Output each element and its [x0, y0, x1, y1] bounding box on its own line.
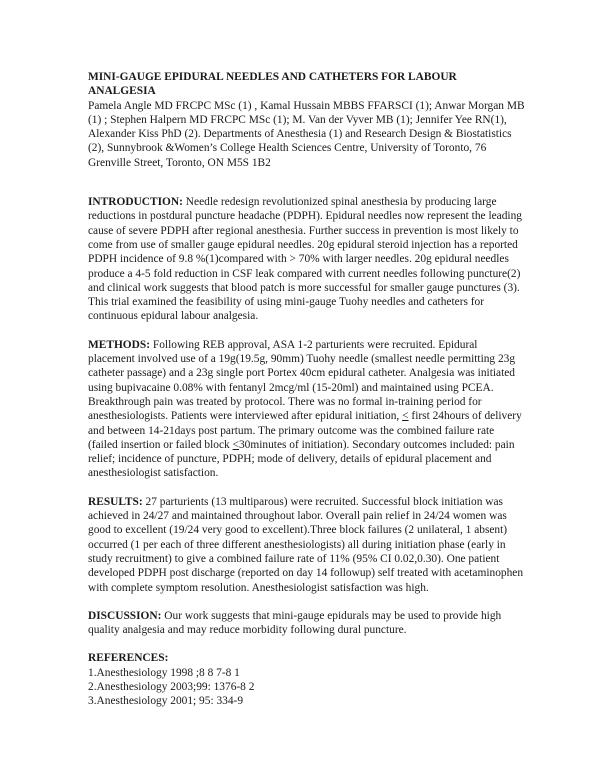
introduction-section	[88, 195, 526, 324]
introduction-text: Needle redesign revolutionized spinal anesthesia by producing large reductions in postdural puncture headache (PDPH). Epidural needles now represent the leading cause of severe PDPH after regional anesthesia. Further success in prevention is most likely to come from use of smaller gauge epidural needles. 20g epidural steroid injection has a reported PDPH incidence of 9.8 %(1)compared with > 70% with larger needles. 20g epidural needles produce a 4-5 fold reduction in CSF leak compared with current needles following puncture(2) and clinical work suggests that blood patch is more successful for smaller gauge punctures (3). This trial examined the feasibility of using mini-gauge Tuohy needles and catheters for continuous epidural labour analgesia.	[88, 196, 522, 323]
references-heading: REFERENCES:	[88, 652, 169, 665]
reference-item: 1.Anesthesiology 1998 ;8 8 7-8 1	[88, 666, 240, 679]
methods-text-c: 30minutes of initiation). Secondary outcomes included: pain relief; incidence of puncture, PDPH; mode of delivery, details of epidural placement and anesthesiologist satisfaction.	[88, 438, 515, 480]
author-list: Pamela Angle MD FRCPC MSc (1) , Kamal Hussain MBBS FFARSCI (1); Anwar Morgan MB (1) ; Stephen Halpern MD FRCPC MSc (1); M. Van der Vyver MB (1); Jennifer Yee RN(1), Alexander Kiss PhD (2). Departments of Anesthesia (1) and Research Design & Biostatistics (2), Sunnybrook &Women’s College Health Sciences Centre, University of Toronto, 76 Grenville Street, Toronto, ON M5S 1B2	[88, 99, 525, 169]
methods-text-a: Following REB approval, ASA 1-2 parturients were recruited. Epidural placement involved use of a 19g(19.5g, 90mm) Tuohy needle (smallest needle permitting 23g catheter passage) and a 23g single port Portex 40cm epidural catheter. Analgesia was initiated using bupivacaine 0.08% with fentanyl 2mcg/ml (15-20ml) and maintained using PCEA. Breakthrough pain was treated by protocol. There was no formal in-training period for anesthesiologists. Patients were interviewed after epidural initiation,	[88, 338, 516, 423]
discussion-section	[88, 609, 526, 638]
less-equal-symbol: <	[402, 410, 409, 423]
methods-section	[88, 338, 526, 481]
less-equal-symbol: <	[232, 438, 239, 451]
introduction-heading: INTRODUCTION:	[88, 196, 183, 209]
results-section	[88, 495, 526, 595]
discussion-heading: DISCUSSION:	[88, 609, 162, 622]
methods-heading: METHODS:	[88, 338, 151, 351]
results-text: 27 parturients (13 multiparous) were recruited. Successful block initiation was achieved in 24/27 and maintained throughout labor. Overall pain relief in 24/24 women was good to excellent (19/24 very good to excellent).Three block failures (2 unilateral, 1 absent) occurred (1 per each of three different anesthesiologists) all during initiation phase (early in study recruitment) to give a combined failure rate of 11% (95% CI 0.02,0.30). One patient developed PDPH post discharge (reported on day 14 followup) self treated with acetaminophen with complete symptom resolution. Anesthesiologist satisfaction was high.	[88, 495, 524, 594]
paper-title: MINI-GAUGE EPIDURAL NEEDLES AND CATHETERS FOR LABOUR ANALGESIA	[88, 71, 457, 98]
reference-item: 3.Anesthesiology 2001; 95: 334-9	[88, 695, 244, 708]
abstract-page	[88, 70, 526, 709]
methods-text-b: first 24hours of delivery and between 14-21days post partum. The primary outcome was the combined failure rate (failed insertion or failed block	[88, 410, 522, 451]
discussion-text: Our work suggests that mini-gauge epidurals may be used to provide high quality analgesia and may reduce morbidity following dural puncture.	[88, 609, 502, 637]
results-heading: RESULTS:	[88, 495, 143, 508]
reference-item: 2.Anesthesiology 2003;99: 1376-8 2	[88, 680, 255, 693]
